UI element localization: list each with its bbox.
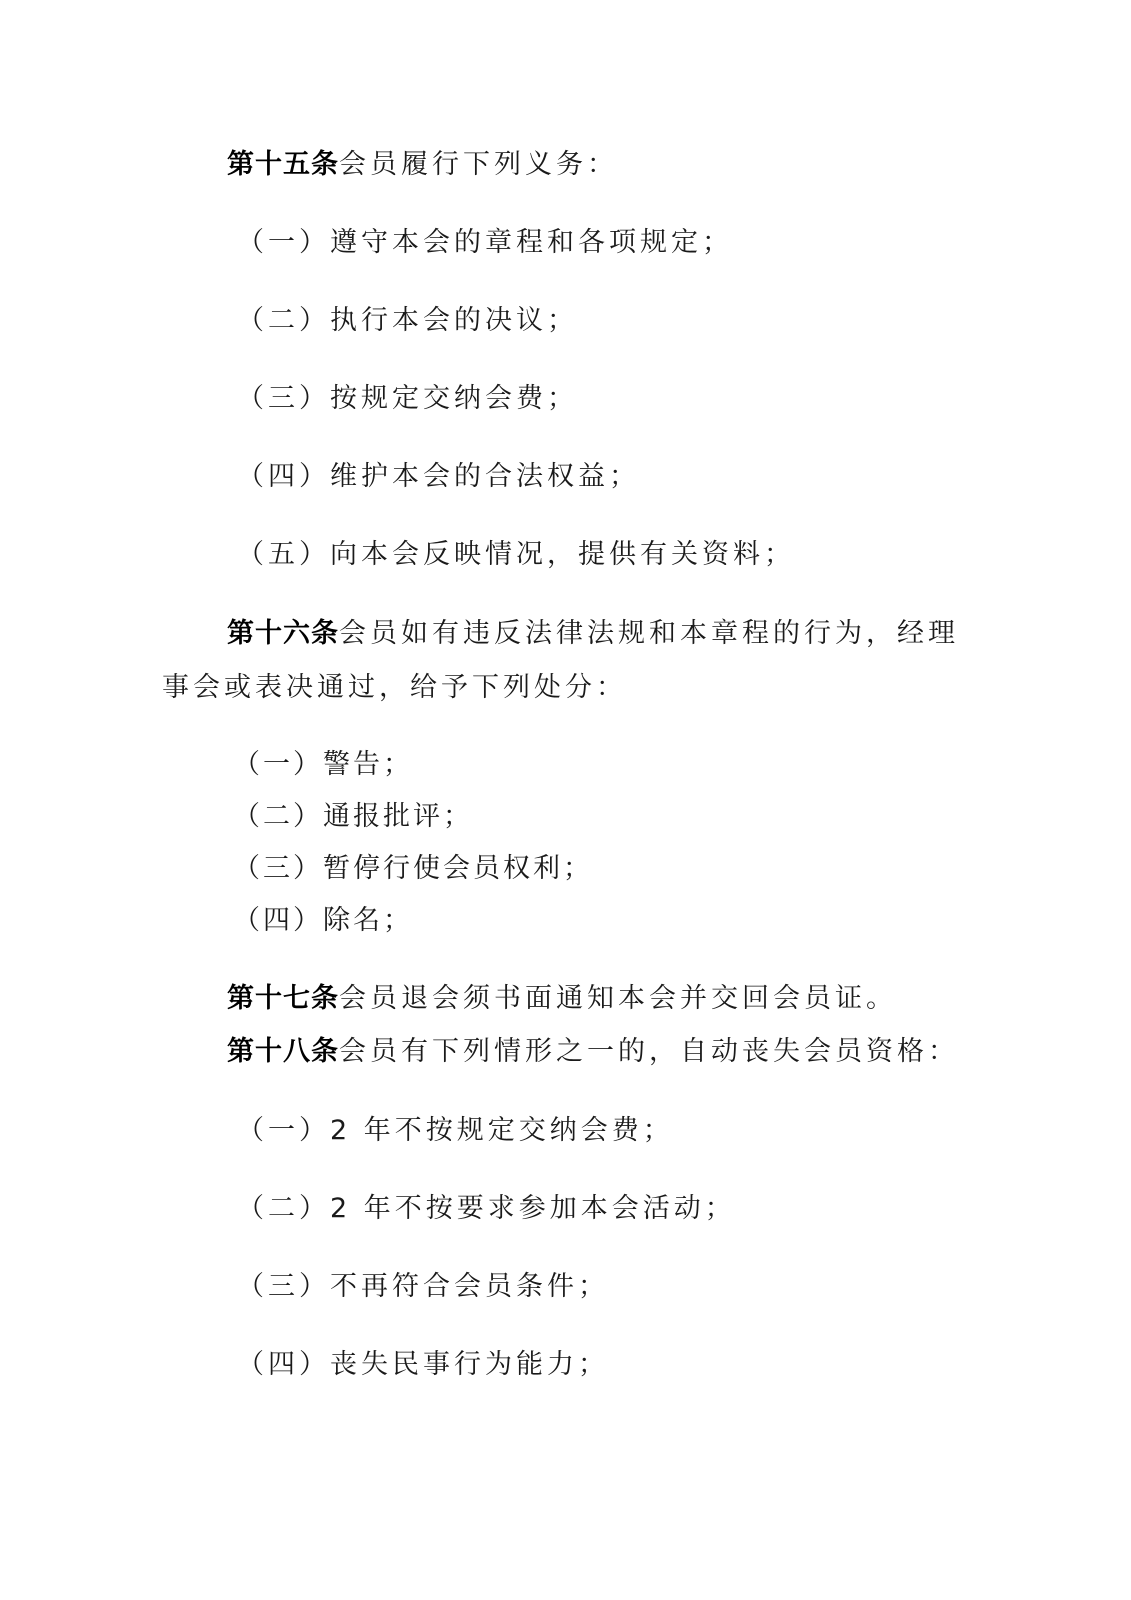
article-16-heading: 第十六条 — [227, 618, 339, 649]
article-15-heading: 第十五条 — [227, 149, 339, 180]
article-16-item-1: （一）警告； — [233, 749, 413, 780]
article-17-text: 会员退会须书面通知本会并交回会员证。 — [339, 983, 897, 1014]
article-18-item-3: （三）不再符合会员条件； — [237, 1271, 609, 1302]
article-18-item-4: （四）丧失民事行为能力； — [237, 1349, 609, 1380]
article-16-item-4: （四）除名； — [233, 905, 413, 936]
article-15-paragraph — [227, 147, 618, 183]
article-15-item-2: （二）执行本会的决议； — [237, 305, 578, 336]
article-16-paragraph — [227, 616, 959, 652]
article-17-paragraph — [227, 981, 897, 1017]
article-15-text: 会员履行下列义务： — [339, 149, 618, 180]
article-15-item-3: （三）按规定交纳会费； — [237, 383, 578, 414]
article-16-text-line2: 事会或表决通过，给予下列处分： — [162, 672, 627, 703]
article-18-heading: 第十八条 — [227, 1036, 339, 1067]
article-18-paragraph — [227, 1034, 959, 1070]
article-18-item-1: （一）2 年不按规定交纳会费； — [237, 1115, 674, 1146]
article-15-item-1: （一）遵守本会的章程和各项规定； — [237, 227, 733, 258]
article-18-item-2: （二）2 年不按要求参加本会活动； — [237, 1193, 736, 1224]
article-16-text-line1: 会员如有违反法律法规和本章程的行为，经理 — [339, 618, 959, 649]
article-18-text: 会员有下列情形之一的，自动丧失会员资格： — [339, 1036, 959, 1067]
article-17-heading: 第十七条 — [227, 983, 339, 1014]
article-15-item-4: （四）维护本会的合法权益； — [237, 461, 640, 492]
article-16-item-3: （三）暂停行使会员权利； — [233, 853, 593, 884]
article-16-item-2: （二）通报批评； — [233, 801, 473, 832]
article-15-item-5: （五）向本会反映情况，提供有关资料； — [237, 539, 795, 570]
